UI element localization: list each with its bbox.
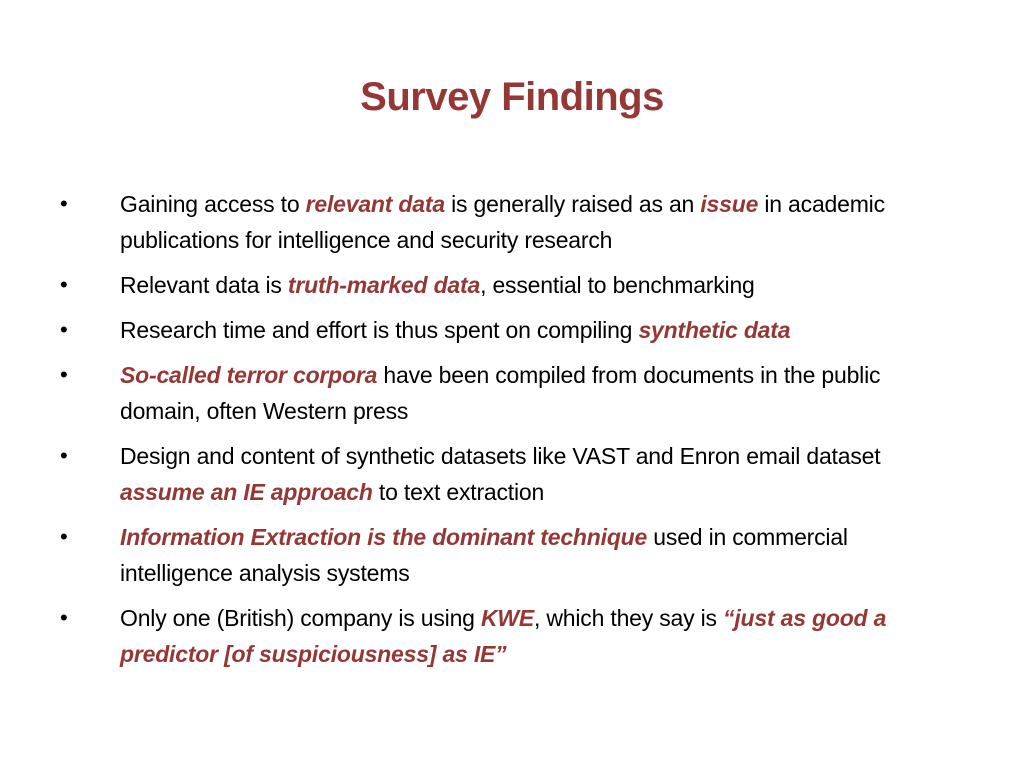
bullet-item xyxy=(0,186,1024,258)
bullet-point-icon: • xyxy=(60,524,68,549)
body-text: Research time and effort is thus spent on compiling xyxy=(120,317,639,343)
body-text: to text extraction xyxy=(372,479,545,505)
bullet-point-icon: • xyxy=(60,317,68,342)
emphasis-text: truth-marked data xyxy=(287,272,481,298)
bullet-point-icon: • xyxy=(60,443,68,468)
emphasis-text: KWE xyxy=(480,605,535,631)
bullet-item xyxy=(0,267,1024,303)
bullet-point-icon: • xyxy=(60,272,68,297)
emphasis-text: “just as good a predictor [of suspiciousness] as IE” xyxy=(120,605,887,667)
body-text: Relevant data is xyxy=(120,272,288,298)
body-text: in academic publications for intelligence and security research xyxy=(120,191,885,253)
bullet-point-icon: • xyxy=(60,605,68,630)
body-text: , which they say is xyxy=(534,605,724,631)
body-text: used in commercial intelligence analysis systems xyxy=(120,524,848,586)
slide-title: Survey Findings xyxy=(360,75,664,119)
emphasis-text: issue xyxy=(700,191,759,217)
bullet-item xyxy=(0,357,1024,429)
emphasis-text: synthetic data xyxy=(638,317,791,343)
bullet-list xyxy=(0,186,1024,681)
emphasis-text: relevant data xyxy=(305,191,445,217)
body-text: have been compiled from documents in the public domain, often Western press xyxy=(120,362,881,424)
emphasis-text: Information Extraction is the dominant technique xyxy=(120,524,648,550)
bullet-item xyxy=(0,519,1024,591)
bullet-item xyxy=(0,600,1024,672)
body-text: is generally raised as an xyxy=(444,191,701,217)
body-text: , essential to benchmarking xyxy=(480,272,755,298)
emphasis-text: assume an IE approach xyxy=(120,479,373,505)
bullet-point-icon: • xyxy=(60,362,68,387)
body-text: Only one (British) company is using xyxy=(120,605,481,631)
emphasis-text: So-called terror corpora xyxy=(120,362,378,388)
body-text: Gaining access to xyxy=(120,191,306,217)
bullet-item xyxy=(0,312,1024,348)
bullet-point-icon: • xyxy=(60,191,68,216)
bullet-item xyxy=(0,438,1024,510)
body-text: Design and content of synthetic datasets like VAST and Enron email dataset xyxy=(120,443,881,469)
